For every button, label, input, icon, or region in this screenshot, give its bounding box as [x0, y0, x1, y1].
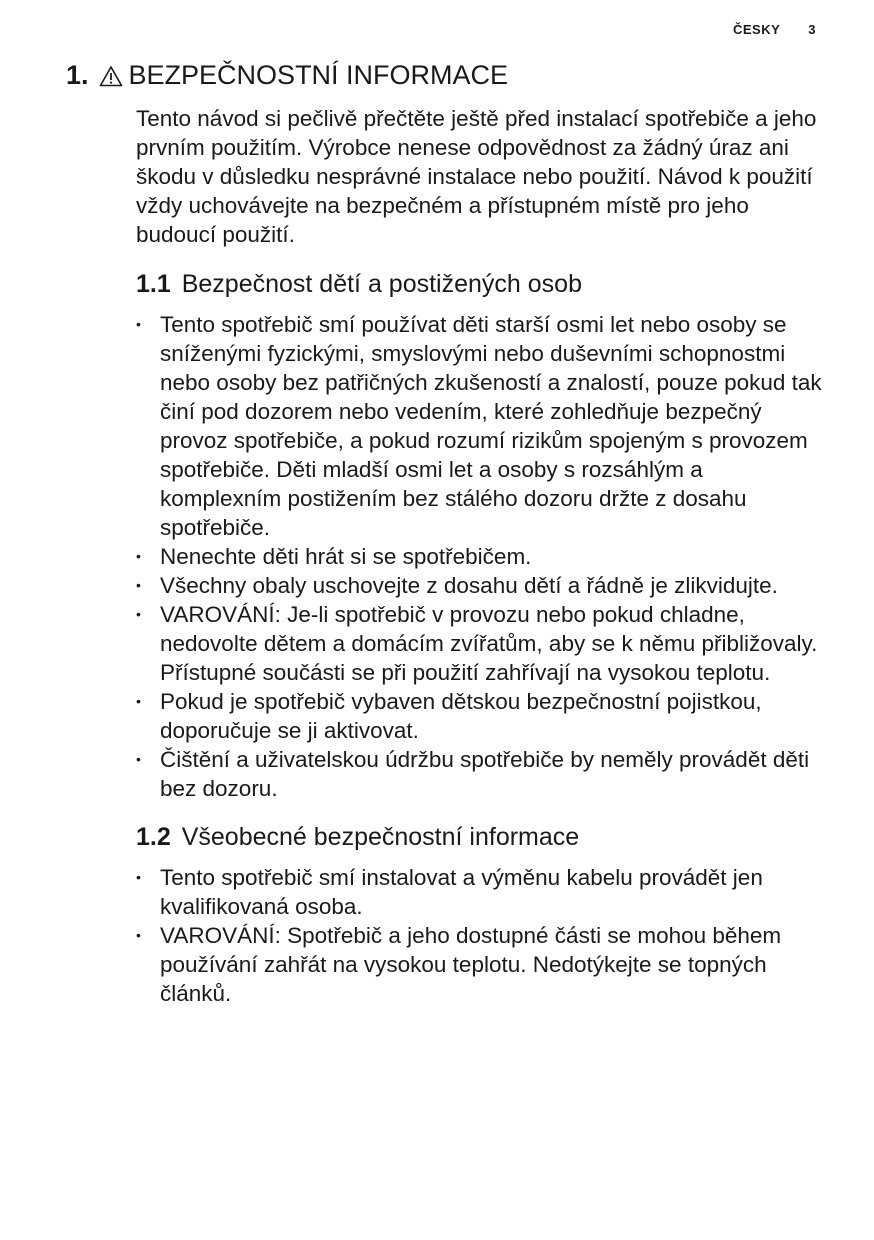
list-item: • Čištění a uživatelskou údržbu spotřebiče by neměly provádět děti bez dozoru. — [136, 745, 826, 803]
bullet-list-1-1 — [136, 310, 826, 803]
list-item: • VAROVÁNÍ: Je-li spotřebič v provozu nebo pokud chladne, nedovolte dětem a domácím zvířatům, aby se k němu přibližovaly. Přístupné součásti se při použití zahřívají na vysokou teplotu. — [136, 600, 826, 687]
warning-triangle-icon — [99, 65, 123, 87]
bullet-list-1-2 — [136, 863, 826, 1008]
subsection-heading-1-2 — [136, 821, 826, 853]
language-label: ČESKY — [732, 22, 781, 37]
subsection-number: 1.1 — [136, 270, 171, 298]
subsection-heading-1-1 — [136, 268, 826, 300]
subsection-number: 1.2 — [136, 823, 171, 851]
page-header — [733, 22, 816, 37]
list-item: • Tento spotřebič smí instalovat a výměnu kabelu provádět jen kvalifikovaná osoba. — [136, 863, 826, 921]
subsection-title: Všeobecné bezpečnostní informace — [181, 823, 580, 851]
document-content — [136, 104, 826, 1008]
list-item: • VAROVÁNÍ: Spotřebič a jeho dostupné části se mohou během používání zahřát na vysokou teplotu. Nedotýkejte se topných článků. — [136, 921, 826, 1008]
list-item: • Tento spotřebič smí používat děti starší osmi let nebo osoby se sníženými fyzickými, smyslovými nebo duševními schopnostmi nebo osoby bez patřičných zkušeností a znalostí, pouze pokud tak činí pod dozorem nebo vedením, které zohledňuje bezpečný provoz spotřebiče, a pokud rozumí rizikům spojeným s provozem spotřebiče. Děti mladší osmi let a osoby s rozsáhlým a komplexním postižením bez stálého dozoru držte z dosahu spotřebiče. — [136, 310, 826, 542]
list-item: • Nenechte děti hrát si se spotřebičem. — [136, 542, 826, 571]
page-number: 3 — [808, 22, 816, 37]
intro-paragraph: Tento návod si pečlivě přečtěte ještě před instalací spotřebiče a jeho prvním použitím. Výrobce nenese odpovědnost za žádný úraz ani škodu v důsledku nesprávné instalace nebo použití. Návod k použití vždy uchovávejte na bezpečném a přístupném místě pro jeho budoucí použití. — [136, 106, 817, 247]
section-title-text: BEZPEČNOSTNÍ INFORMACE — [128, 60, 509, 90]
list-item: • Pokud je spotřebič vybaven dětskou bezpečnostní pojistkou, doporučuje se ji aktivovat. — [136, 687, 826, 745]
section-number: 1. — [66, 60, 89, 90]
list-item: • Všechny obaly uschovejte z dosahu dětí a řádně je zlikvidujte. — [136, 571, 826, 600]
subsection-title: Bezpečnost dětí a postižených osob — [181, 270, 582, 298]
section-title — [66, 60, 508, 91]
